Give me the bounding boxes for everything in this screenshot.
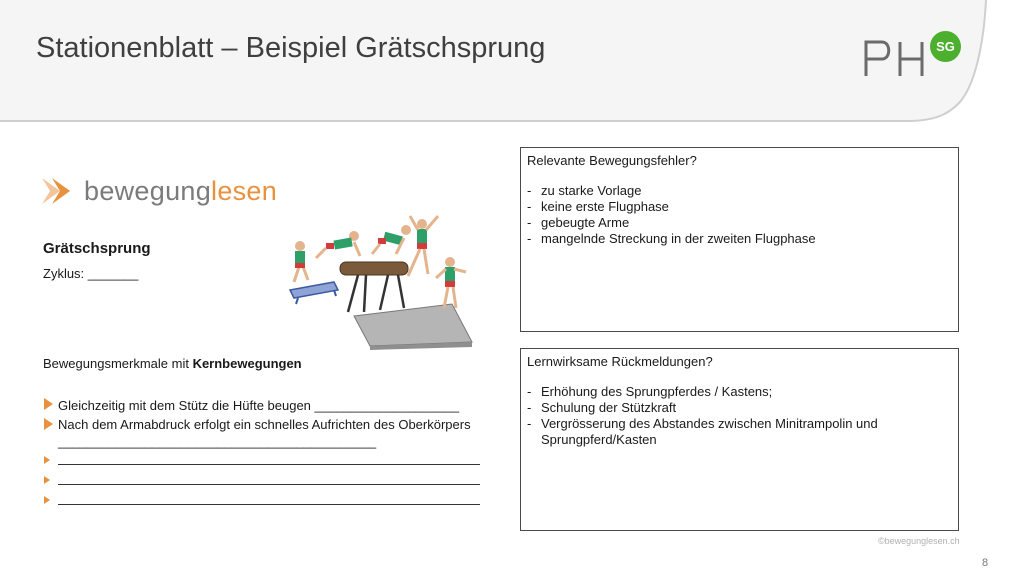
error-item: - mangelnde Streckung in der zweiten Flugphase — [527, 231, 952, 247]
error-item: - zu starke Vorlage — [527, 183, 952, 199]
feedback-item: - Vergrösserung des Abstandes zwischen Minitrampolin und Sprungpferd/Kasten — [527, 416, 952, 448]
errors-panel-title: Relevante Bewegungsfehler? — [527, 153, 697, 168]
error-item: - keine erste Flugphase — [527, 199, 952, 215]
criteria-heading-prefix: Bewegungsmerkmale mit — [43, 356, 193, 371]
copyright-note: ©bewegunglesen.ch — [878, 536, 960, 546]
slide-title: Stationenblatt – Beispiel Grätschsprung — [36, 32, 546, 64]
cycle-field: Zyklus: _______ — [43, 266, 139, 281]
page-number: 8 — [982, 557, 989, 569]
bewegunglesen-logo — [42, 174, 277, 208]
criteria-item-text: Nach dem Armabdruck erfolgt ein schnelles Aufrichten des Oberkörpers ____________________________________________ — [58, 417, 471, 449]
chevron-logo-icon — [42, 174, 76, 208]
error-item: - gebeugte Arme — [527, 215, 952, 231]
criteria-blank-item — [43, 452, 488, 472]
errors-list — [527, 183, 952, 247]
blank-answer-line — [58, 472, 480, 485]
criteria-list — [43, 396, 488, 512]
criteria-heading-bold: Kernbewegungen — [192, 356, 302, 371]
orange-arrow-bullet-icon — [44, 398, 53, 410]
feedback-item: - Schulung der Stützkraft — [527, 400, 952, 416]
criteria-item — [43, 396, 488, 416]
movement-errors-panel — [520, 147, 959, 332]
gymnast-figure-2 — [316, 231, 360, 258]
orange-arrow-bullet-icon — [44, 496, 50, 504]
orange-arrow-bullet-icon — [44, 456, 50, 464]
criteria-item — [43, 416, 488, 452]
gymnast-figure-3 — [372, 225, 411, 254]
brand-wordmark — [84, 176, 277, 207]
feedback-list — [527, 384, 952, 448]
exercise-heading: Grätschsprung — [43, 240, 151, 257]
ph-logo — [862, 38, 932, 78]
gymnast-figure-4 — [408, 216, 438, 276]
brand-text-part2: lesen — [211, 175, 278, 206]
gymnast-figure-1 — [294, 241, 308, 282]
blank-answer-line — [58, 492, 480, 505]
criteria-blank-item — [43, 492, 488, 512]
criteria-item-text: Gleichzeitig mit dem Stütz die Hüfte beugen ____________________ — [58, 398, 460, 413]
orange-arrow-bullet-icon — [44, 418, 53, 430]
brand-text-part1: bewegung — [84, 175, 212, 206]
orange-arrow-bullet-icon — [44, 476, 50, 484]
feedback-panel — [520, 348, 959, 531]
feedback-item: - Erhöhung des Sprungpferdes / Kastens; — [527, 384, 952, 400]
criteria-heading — [43, 356, 302, 371]
vaulting-gymnasts-illustration — [276, 208, 476, 350]
blank-answer-line — [58, 452, 480, 465]
criteria-blank-item — [43, 472, 488, 492]
sg-logo-badge: SG — [930, 31, 961, 62]
gymnast-figure-5 — [436, 257, 466, 308]
feedback-panel-title: Lernwirksame Rückmeldungen? — [527, 354, 713, 369]
